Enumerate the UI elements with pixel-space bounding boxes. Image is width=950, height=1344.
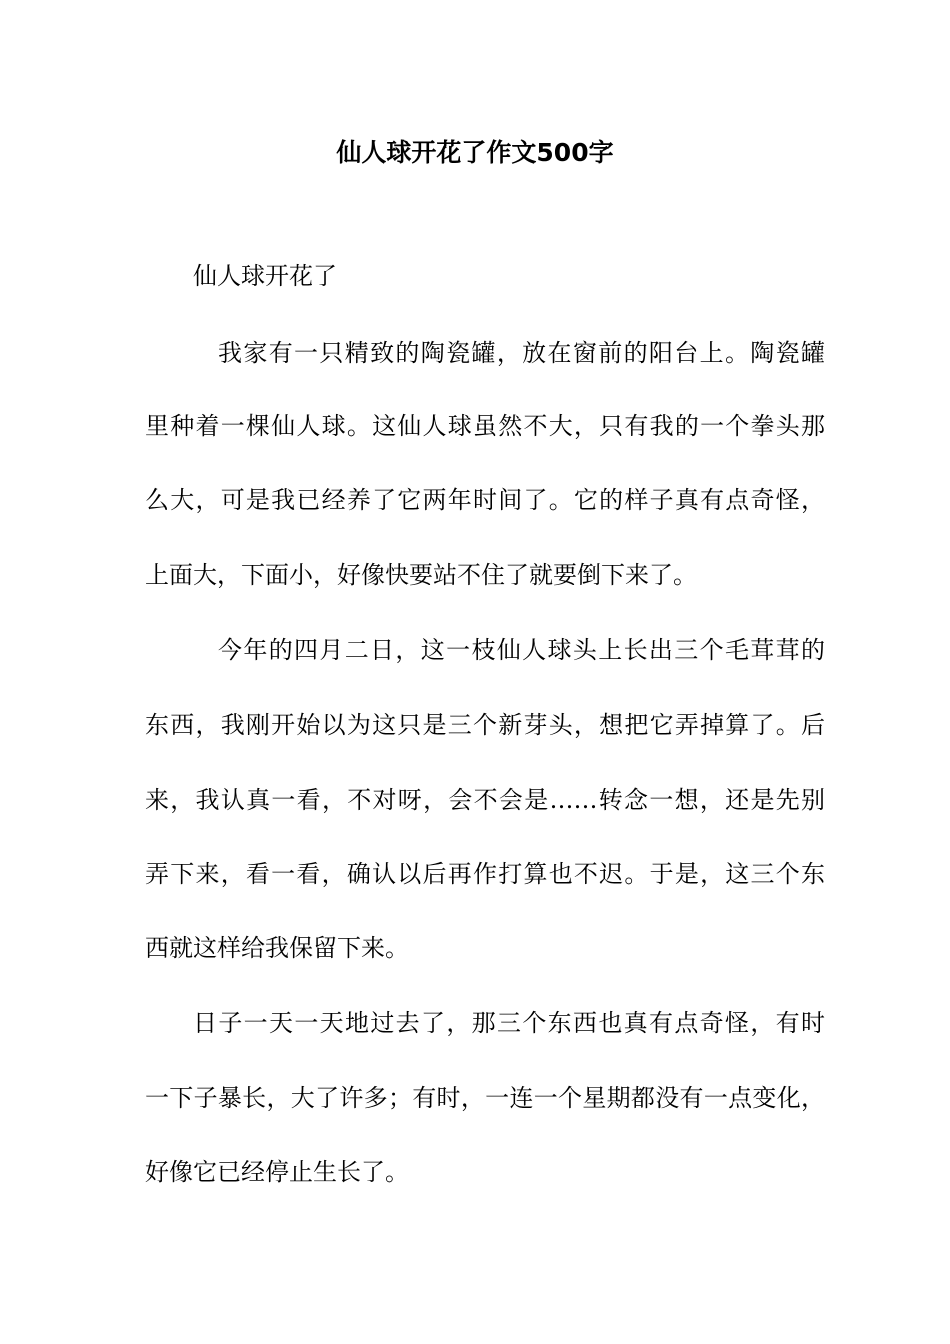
paragraph-2-line-1: 今年的四月二日，这一枝仙人球头上长出三个毛茸茸的 [218,636,825,664]
paragraph-1-line-2: 里种着一棵仙人球。这仙人球虽然不大，只有我的一个拳头那 [145,412,825,440]
paragraph-3-line-3: 好像它已经停止生长了。 [145,1158,409,1186]
paragraph-1-line-3: 么大，可是我已经养了它两年时间了。它的样子真有点奇怪， [145,486,825,514]
essay-subtitle: 仙人球开花了 [193,262,337,290]
paragraph-1-line-4: 上面大，下面小，好像快要站不住了就要倒下来了。 [145,561,697,589]
paragraph-3-line-1: 日子一天一天地过去了，那三个东西也真有点奇怪，有时 [193,1009,825,1037]
paragraph-2-line-5: 西就这样给我保留下来。 [145,934,409,962]
paragraph-1-line-1: 我家有一只精致的陶瓷罐，放在窗前的阳台上。陶瓷罐 [218,339,825,367]
paragraph-2-line-2: 东西，我刚开始以为这只是三个新芽头，想把它弄掉算了。后 [145,711,825,739]
paragraph-2-line-3: 来，我认真一看，不对呀，会不会是……转念一想，还是先别 [145,786,825,814]
paragraph-3-line-2: 一下子暴长，大了许多；有时，一连一个星期都没有一点变化， [145,1084,825,1112]
paragraph-2-line-4: 弄下来，看一看，确认以后再作打算也不迟。于是，这三个东 [145,860,825,888]
document-title: 仙人球开花了作文500字 [336,138,614,167]
